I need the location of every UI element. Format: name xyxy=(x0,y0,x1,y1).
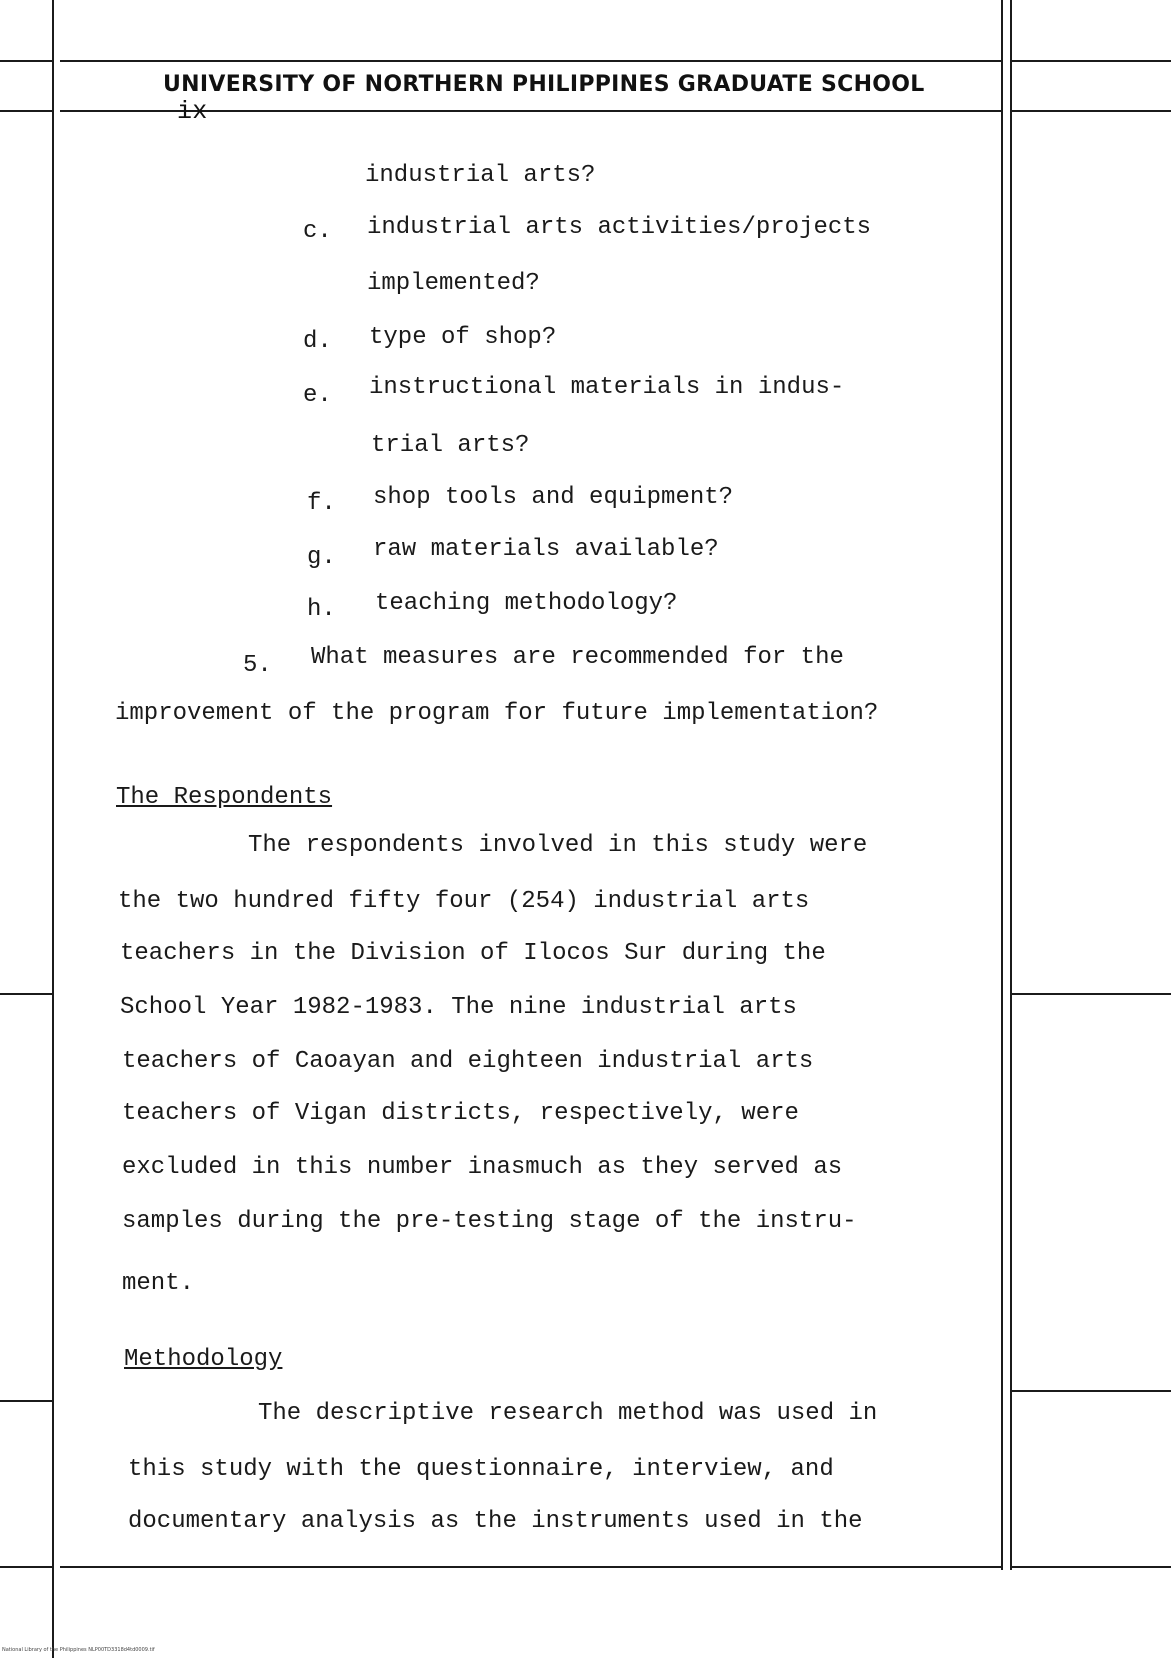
page-header xyxy=(163,72,963,126)
methodology-line-1: The descriptive research method was used in xyxy=(258,1400,878,1427)
bottom-rule xyxy=(60,1566,1002,1568)
respondents-line-7: excluded in this number inasmuch as they served as xyxy=(122,1154,843,1181)
list-item-e-line-1: instructional materials in indus- xyxy=(369,374,845,401)
list-marker-e: e. xyxy=(303,382,332,409)
far-right-border-line xyxy=(1010,0,1012,1570)
respondents-line-1: The respondents involved in this study were xyxy=(248,832,868,859)
question-5-number: 5. xyxy=(243,652,272,679)
list-marker-d: d. xyxy=(303,328,332,355)
respondents-line-5: teachers of Caoayan and eighteen industrial arts xyxy=(122,1048,814,1075)
list-marker-f: f. xyxy=(307,490,336,517)
left-margin-tick-3 xyxy=(0,993,52,995)
list-item-c-line-2: implemented? xyxy=(367,270,540,297)
list-item-c-line-1: industrial arts activities/projects xyxy=(367,214,872,241)
list-item-e-line-2: trial arts? xyxy=(371,432,530,459)
methodology-line-2: this study with the questionnaire, interview, and xyxy=(128,1456,834,1483)
list-marker-g: g. xyxy=(307,544,336,571)
left-margin-tick-4 xyxy=(0,1400,52,1402)
question-5-line-2: improvement of the program for future implementation? xyxy=(115,700,879,727)
page-number: ix xyxy=(177,97,208,126)
right-margin-tick-1 xyxy=(1012,60,1171,62)
list-item-h: teaching methodology? xyxy=(375,590,678,617)
header-top-rule xyxy=(60,60,1002,62)
list-marker-c: c. xyxy=(303,218,332,245)
methodology-heading: Methodology xyxy=(124,1346,283,1373)
right-margin-tick-4 xyxy=(1012,1390,1171,1392)
left-margin-tick-5 xyxy=(0,1566,52,1568)
list-marker-h: h. xyxy=(307,596,336,623)
right-border-line xyxy=(1001,0,1003,1570)
left-border-line xyxy=(52,0,54,1658)
methodology-line-3: documentary analysis as the instruments used in the xyxy=(128,1508,863,1535)
respondents-line-2: the two hundred fifty four (254) industrial arts xyxy=(118,888,810,915)
left-margin-tick-2 xyxy=(0,110,52,112)
respondents-line-6: teachers of Vigan districts, respectively, were xyxy=(122,1100,799,1127)
question-5-line-1: What measures are recommended for the xyxy=(311,644,844,671)
list-item-f: shop tools and equipment? xyxy=(373,484,734,511)
right-margin-tick-5 xyxy=(1012,1566,1171,1568)
right-margin-tick-2 xyxy=(1012,110,1171,112)
scan-footer: National Library of the Philippines NLP00TD3318d4td0009.tif xyxy=(2,1647,155,1653)
respondents-heading: The Respondents xyxy=(116,784,333,811)
right-margin-tick-3 xyxy=(1012,993,1171,995)
list-item-b-continuation: industrial arts? xyxy=(365,162,596,189)
respondents-line-3: teachers in the Division of Ilocos Sur during the xyxy=(120,940,826,967)
header-title: UNIVERSITY OF NORTHERN PHILIPPINES GRADUATE SCHOOL xyxy=(163,72,925,97)
list-item-d: type of shop? xyxy=(369,324,557,351)
respondents-line-4: School Year 1982-1983. The nine industrial arts xyxy=(120,994,797,1021)
list-item-g: raw materials available? xyxy=(373,536,719,563)
left-margin-tick-1 xyxy=(0,60,52,62)
respondents-line-9: ment. xyxy=(122,1270,195,1297)
respondents-line-8: samples during the pre-testing stage of the instru- xyxy=(122,1208,857,1235)
